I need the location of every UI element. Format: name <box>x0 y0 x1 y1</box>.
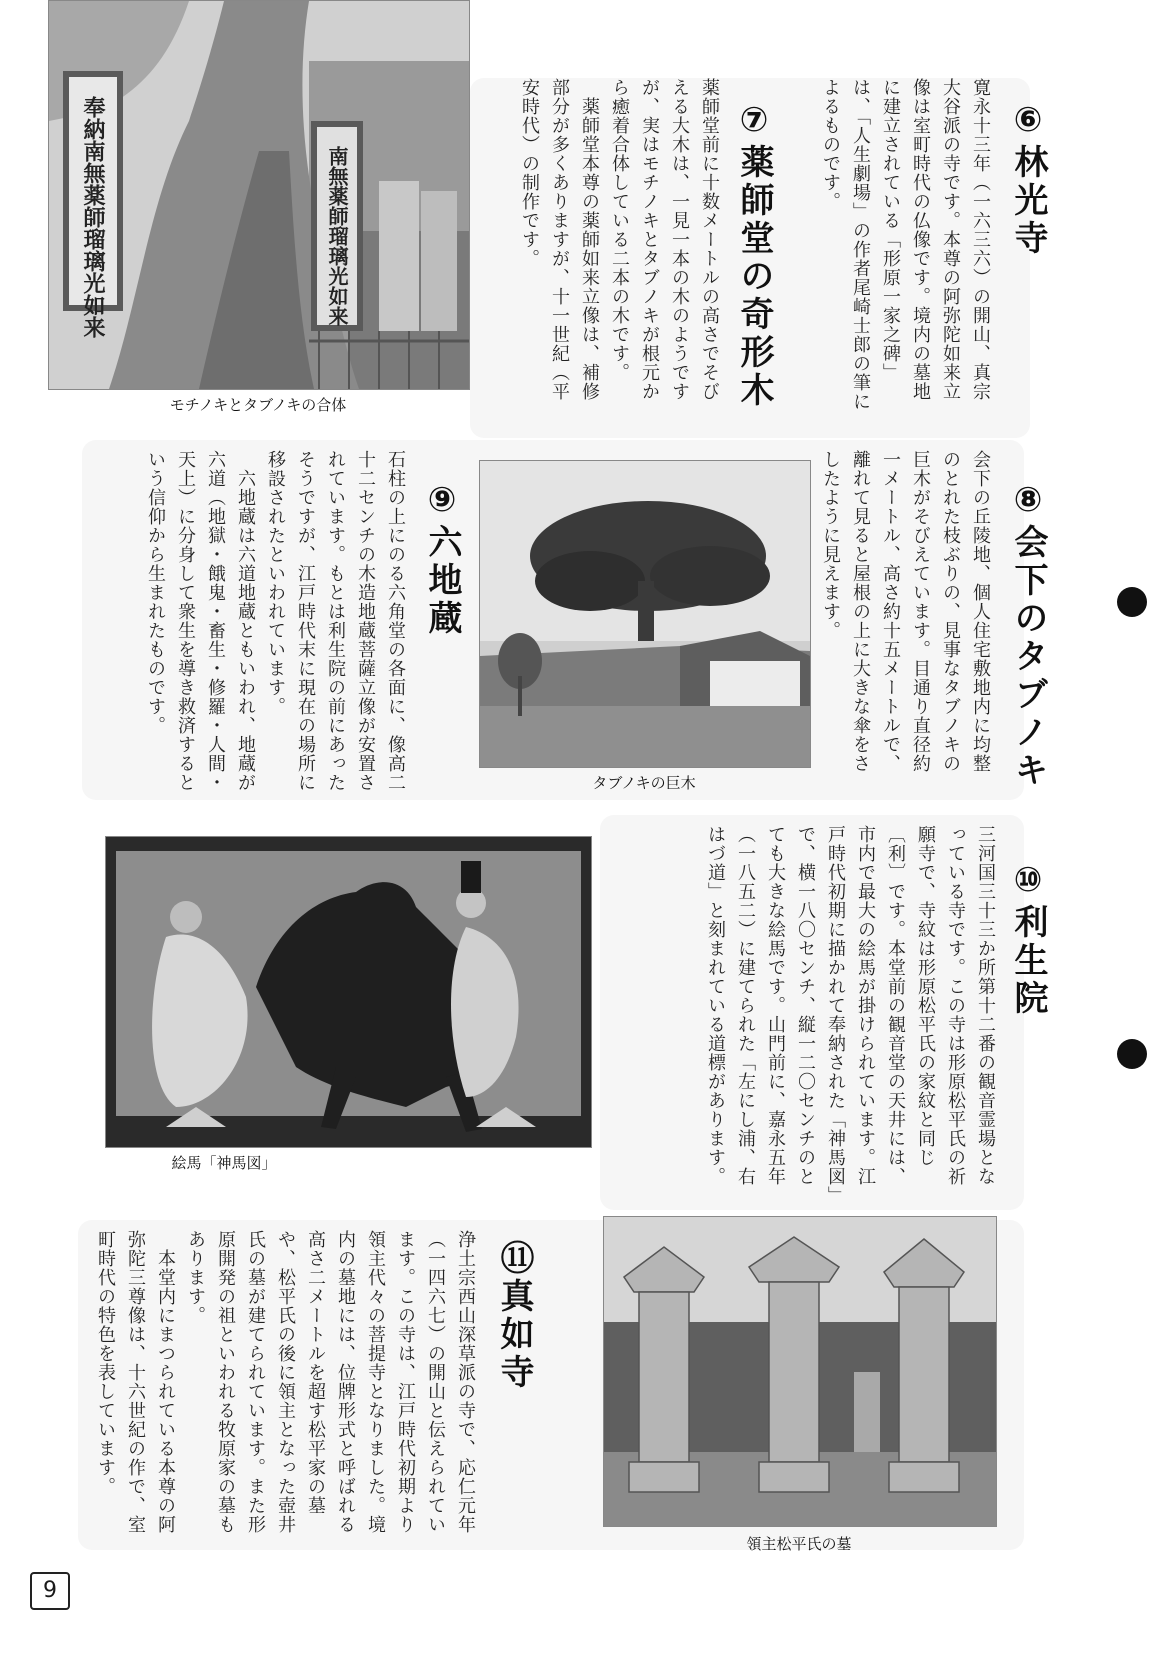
caption-tabunoki: タブノキの巨木 <box>592 774 696 792</box>
section-6-title: ⑥林光寺 <box>1008 100 1048 258</box>
caption-merged-trees: モチノキとタブノキの合体 <box>169 396 347 414</box>
section-10-title: ⑩利生院 <box>1008 860 1048 1018</box>
section-7-body: 薬師堂前に十数メートルの高さでそびえる大木は、一見一本の木のようですが、実はモチノキとタブノキが根元から癒着合体している二本の木です。 薬師堂本尊の薬師如来立像は、補修部分が多くありますが、十一世紀（平安時代）の制作です。 <box>519 78 720 401</box>
photo-merged-trees <box>48 0 470 390</box>
photo-matsudaira-graves <box>603 1216 997 1527</box>
binder-hole-upper <box>1117 587 1147 617</box>
left-banner-text: 奉納南無薬師瑠璃光如来 <box>80 96 106 338</box>
section-11-body: 浄土宗西山深草派の寺で、応仁元年（一四六七）の開山と伝えられています。この寺は、江戸時代初期より領主代々の菩提寺となりました。境内の墓地には、位牌形式と呼ばれる高さ二メートルを超す松平家の墓や、松平氏の後に領主となった壺井氏の墓が建てられています。また形原開発の祖といわれる牧原家の墓もあります。 本堂内にまつられている本尊の阿弥陀三尊像は、十六世紀の作で、室町時代の特色を表しています。 <box>95 1230 476 1534</box>
section-10-body: 三河国三十三か所第十二番の観音霊場となっている寺です。この寺は形原松平氏の祈願寺で、寺紋は形原松平氏の家紋と同じ〔利〕です。本堂前の観音堂の天井には、市内で最大の絵馬が掛けられています。江戸時代初期に描かれて奉納された「神馬図」で、横一八〇センチ、縦一二〇センチのとても大きな絵馬です。山門前に、嘉永五年（一八五二）に建てられた「左にし浦、右はづ道」と刻まれている道標があります。 <box>705 825 996 1196</box>
section-8-body: 会下の丘陵地、個人住宅敷地内に均整のとれた枝ぶりの、見事なタブノキの巨木がそびえています。目通り直径約一メートル、高さ約十五メートルで、離れて見ると屋根の上に大きな傘をさしたように見えます。 <box>820 450 991 773</box>
section-7-title: ⑦薬師堂の奇形木 <box>734 100 774 410</box>
page-number: 9 <box>30 1572 70 1610</box>
right-banner-text: 南無薬師瑠璃光如来 <box>325 146 349 326</box>
section-6-body: 寛永十三年（一六三六）の開山、真宗大谷派の寺です。本尊の阿弥陀如来立像は室町時代の仏像です。境内の墓地に建立されている「形原一家之碑」は、「人生劇場」の作者尾崎士郎の筆によるものです。 <box>820 78 991 411</box>
caption-ema-shinmazu: 絵馬「神馬図」 <box>171 1154 277 1172</box>
section-11-title: ⑪真如寺 <box>494 1240 534 1392</box>
binder-hole-lower <box>1117 1039 1147 1069</box>
photo-tabunoki <box>479 460 811 768</box>
photo-ema-shinmazu <box>105 836 592 1148</box>
section-8-title: ⑧会下のタブノキ <box>1008 480 1048 790</box>
section-9-body: 石柱の上にのる六角堂の各面に、像高二十二センチの木造地蔵菩薩立像が安置されています。もとは利生院の前にあったそうですが、江戸時代末に現在の場所に移設されたといわれています。 六地蔵は六道地蔵ともいわれ、地蔵が六道（地獄・餓鬼・畜生・修羅・人間・天上）に分身して衆生を導き救済するという信仰から生まれたものです。 <box>145 450 406 792</box>
section-9-title: ⑨六地蔵 <box>422 480 462 638</box>
caption-matsudaira-graves: 領主松平氏の墓 <box>746 1535 852 1553</box>
